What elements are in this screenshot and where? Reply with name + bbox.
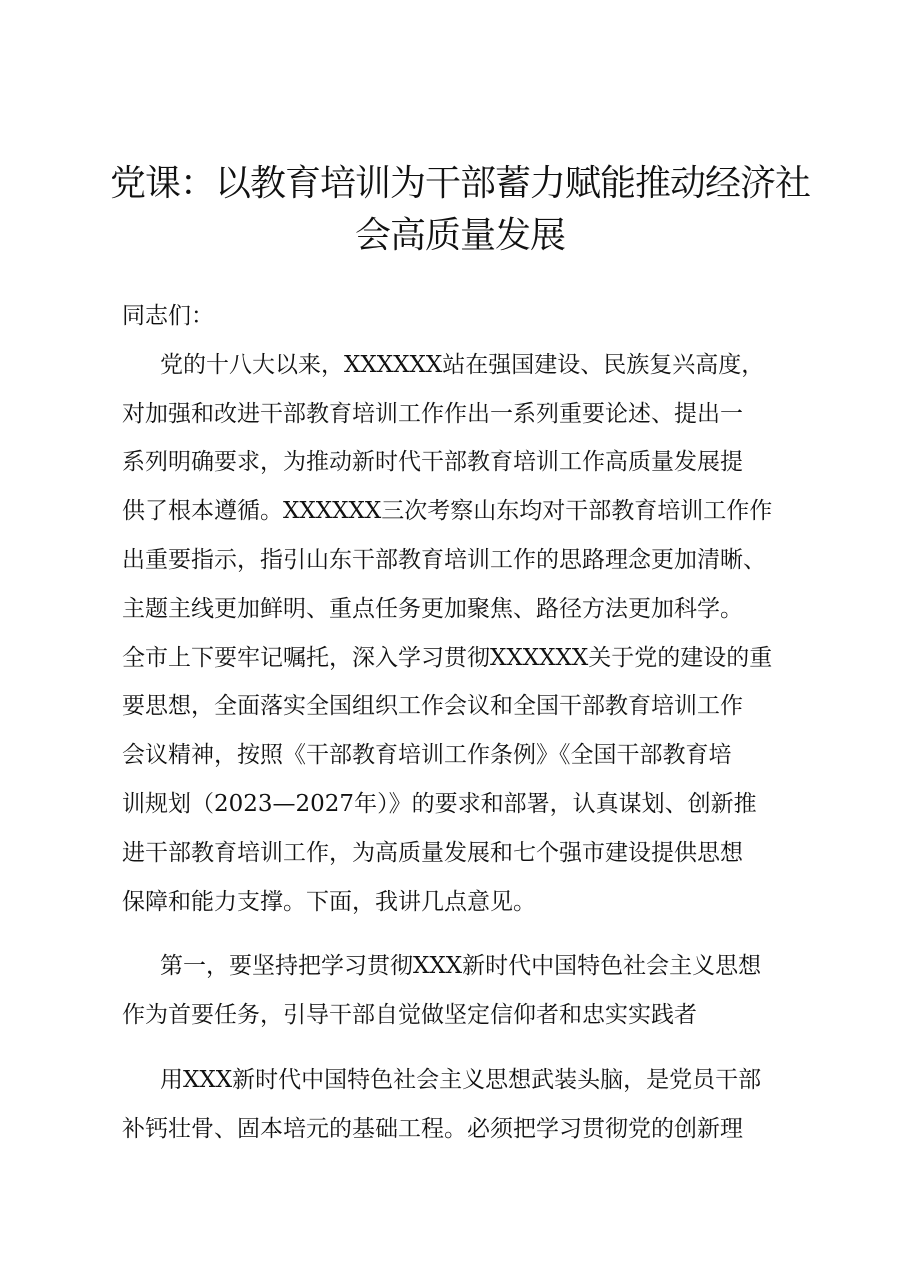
paragraph-spacer	[122, 1040, 812, 1056]
paragraph-line: 对加强和改进干部教育培训工作作出一系列重要论述、提出一	[122, 400, 743, 427]
paragraph-line: 出重要指示，指引山东干部教育培训工作的思路理念更加清晰、	[122, 546, 766, 573]
section-heading-first	[122, 942, 812, 1040]
paragraph-line: 会议精神，按照《干部教育培训工作条例》《全国干部教育培	[122, 742, 732, 769]
title-line: 党课：以教育培训为干部蓄力赋能推动经济社	[109, 163, 810, 204]
heading-line: 作为首要任务，引导干部自觉做坚定信仰者和忠实实践者	[122, 1002, 697, 1029]
paragraph-line: 主题主线更加鲜明、重点任务更加聚焦、路径方法更加科学。	[122, 595, 743, 622]
paragraph-line: 保障和能力支撑。下面，我讲几点意见。	[122, 888, 536, 915]
paragraph-spacer	[122, 926, 812, 942]
heading-line: 第一，要坚持把学习贯彻XXX新时代中国特色社会主义思想	[160, 953, 762, 980]
paragraph-line: 进干部教育培训工作，为高质量发展和七个强市建设提供思想	[122, 839, 743, 866]
paragraph-line: 全市上下要牢记嘱托，深入学习贯彻XXXXXX关于党的建设的重	[122, 644, 773, 671]
paragraph-line: 系列明确要求，为推动新时代干部教育培训工作高质量发展提	[122, 449, 743, 476]
paragraph-line: 要思想，全面落实全国组织工作会议和全国干部教育培训工作	[122, 693, 743, 720]
paragraph-line: 供了根本遵循。XXXXXX三次考察山东均对干部教育培训工作作	[122, 498, 773, 525]
paragraph-line: 训规划（2023—2027年）》的要求和部署，认真谋划、创新推	[122, 790, 757, 817]
paragraph-line: 补钙壮骨、固本培元的基础工程。必须把学习贯彻党的创新理	[122, 1115, 743, 1142]
salutation: 同志们：	[122, 303, 214, 329]
paragraph-intro	[122, 341, 812, 927]
paragraph-second	[122, 1056, 812, 1154]
paragraph-line: 用XXX新时代中国特色社会主义思想武装头脑，是党员干部	[160, 1066, 762, 1093]
title-line: 会高质量发展	[354, 215, 565, 256]
document-title	[100, 158, 820, 262]
document-body	[122, 292, 812, 1154]
paragraph-line: 党的十八大以来，XXXXXX站在强国建设、民族复兴高度，	[160, 351, 765, 378]
